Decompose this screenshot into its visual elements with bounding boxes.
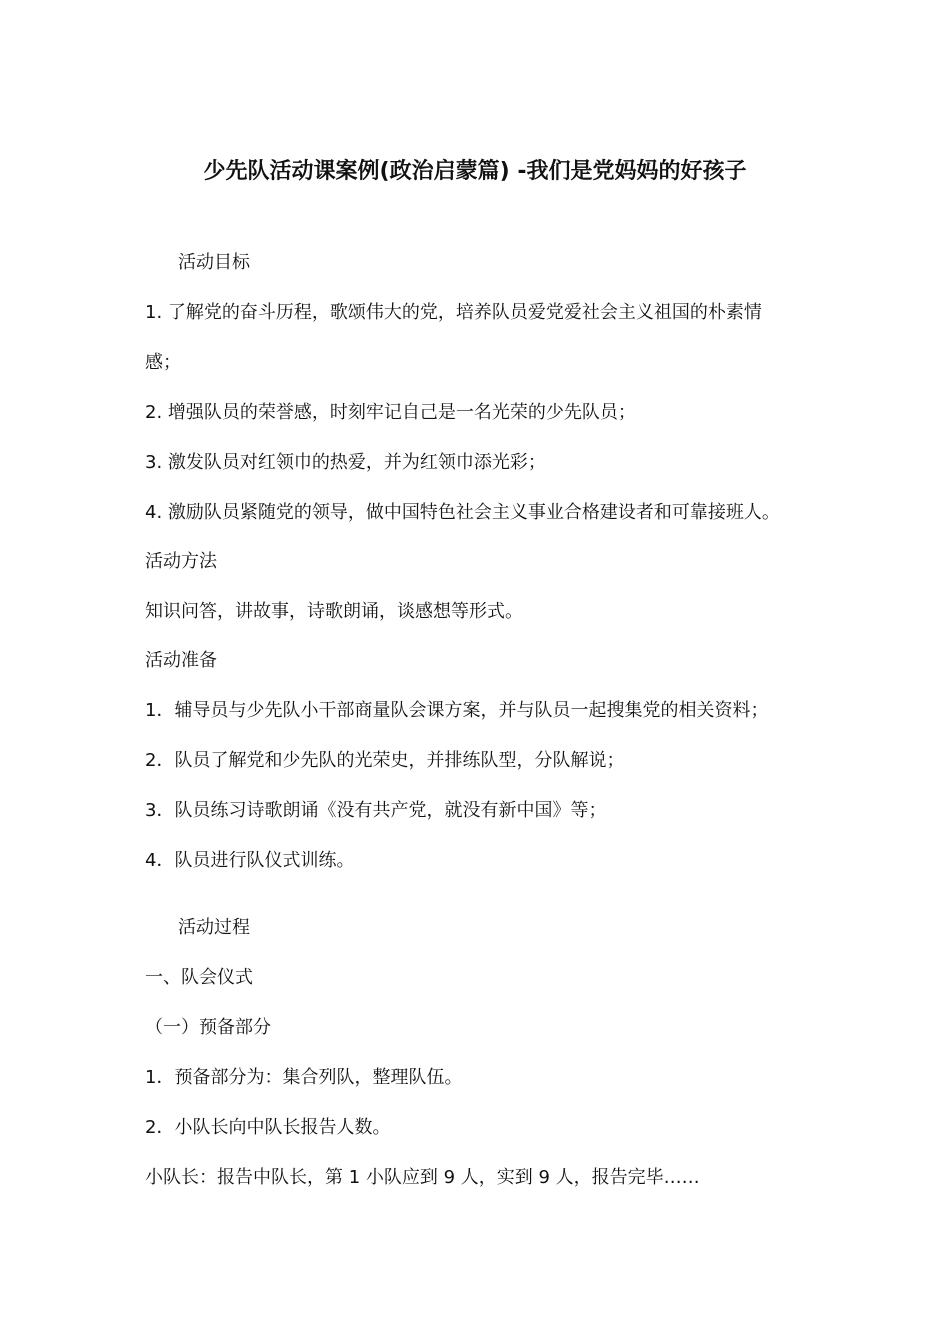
section-1: 一、队会仪式 [145, 967, 253, 988]
prep-heading: 活动准备 [145, 650, 217, 671]
goals-heading: 活动目标 [178, 252, 250, 273]
goal-1-line-2: 感； [145, 352, 181, 373]
goal-1-line-1: 1. 了解党的奋斗历程，歌颂伟大的党，培养队员爱党爱社会主义祖国的朴素情 [145, 302, 762, 323]
prep-3: 3．队员练习诗歌朗诵《没有共产党，就没有新中国》等； [145, 800, 607, 821]
goal-2: 2. 增强队员的荣誉感，时刻牢记自己是一名光荣的少先队员； [145, 402, 636, 423]
goal-4: 4. 激励队员紧随党的领导，做中国特色社会主义事业合格建设者和可靠接班人。 [145, 502, 780, 523]
document-title: 少先队活动课案例(政治启蒙篇) -我们是党妈妈的好孩子 [203, 159, 747, 184]
step-1: 1．预备部分为：集合列队，整理队伍。 [145, 1067, 463, 1088]
method-text: 知识问答，讲故事，诗歌朗诵，谈感想等形式。 [145, 601, 523, 622]
prep-4: 4．队员进行队仪式训练。 [145, 850, 355, 871]
prep-2: 2．队员了解党和少先队的光荣史，并排练队型，分队解说； [145, 750, 625, 771]
process-heading: 活动过程 [178, 917, 250, 938]
step-2: 2．小队长向中队长报告人数。 [145, 1117, 391, 1138]
report-text: 小队长：报告中队长，第 1 小队应到 9 人，实到 9 人，报告完毕…… [145, 1167, 700, 1188]
goal-3: 3. 激发队员对红领巾的热爱，并为红领巾添光彩； [145, 452, 546, 473]
subsection-1: （一）预备部分 [145, 1017, 271, 1038]
prep-1: 1．辅导员与少先队小干部商量队会课方案，并与队员一起搜集党的相关资料； [145, 700, 769, 721]
method-heading: 活动方法 [145, 551, 217, 572]
